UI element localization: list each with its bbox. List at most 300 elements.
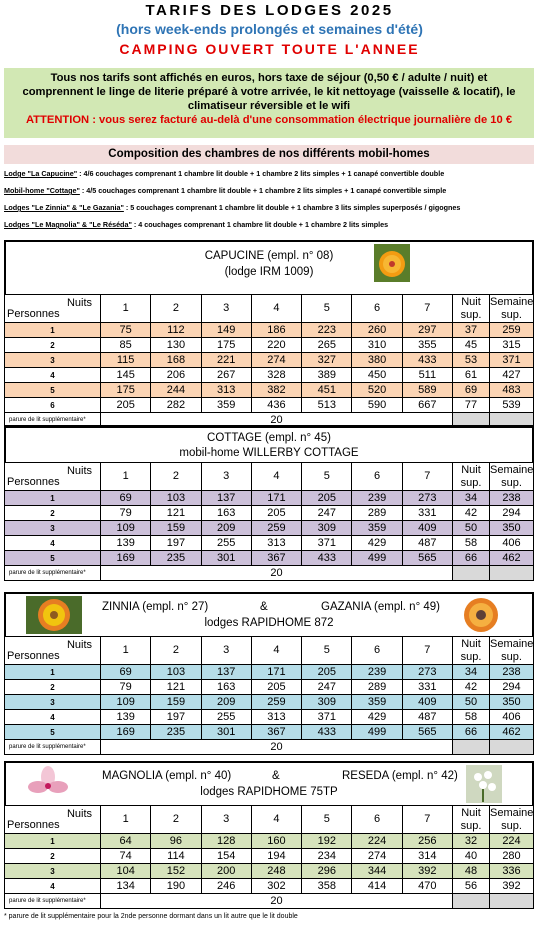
nuits-label: Nuits	[66, 808, 92, 820]
price-cell: 220	[251, 338, 301, 353]
table-row	[5, 695, 534, 710]
reseda-flower-icon	[466, 765, 502, 803]
price-cell: 309	[302, 695, 352, 710]
col-7: 7	[402, 295, 452, 323]
price-cell: 134	[101, 879, 151, 894]
price-cell: 246	[201, 879, 251, 894]
price-cell: 169	[101, 725, 151, 740]
persons-cell: 3	[5, 695, 101, 710]
info-warning: ATTENTION : vous serez facturé au-delà d'une consommation électrique journalière de 10 €	[25, 114, 513, 126]
price-cell: 163	[201, 680, 251, 695]
block-title-a: ZINNIA (empl. n° 27)	[102, 601, 209, 613]
price-cell: 128	[201, 834, 251, 849]
price-cell: 313	[251, 536, 301, 551]
table-row	[5, 368, 534, 383]
price-cell: 61	[453, 368, 490, 383]
price-cell: 112	[151, 323, 201, 338]
block-title-a: MAGNOLIA (empl. n° 40)	[102, 770, 232, 782]
price-cell: 58	[453, 710, 490, 725]
price-cell: 297	[402, 323, 452, 338]
price-cell: 483	[490, 383, 534, 398]
table-row	[5, 353, 534, 368]
price-cell: 50	[453, 695, 490, 710]
table-row	[5, 536, 534, 551]
price-cell: 371	[302, 710, 352, 725]
col-2: 2	[151, 806, 201, 834]
zinnia-flower-icon	[26, 596, 82, 634]
price-cell: 121	[151, 680, 201, 695]
price-cell: 406	[490, 710, 534, 725]
col-3: 3	[201, 637, 251, 665]
price-cell: 429	[352, 536, 402, 551]
price-cell: 260	[352, 323, 402, 338]
col-4: 4	[251, 806, 301, 834]
tariff-block-capucine	[4, 240, 534, 428]
persons-cell: 2	[5, 338, 101, 353]
persons-cell: 2	[5, 506, 101, 521]
price-cell: 37	[453, 323, 490, 338]
price-cell: 259	[251, 695, 301, 710]
price-cell: 520	[352, 383, 402, 398]
page-subtitle: (hors week-ends prolongés et semaines d'été)	[116, 21, 423, 37]
price-cell: 282	[151, 398, 201, 413]
price-cell: 42	[453, 506, 490, 521]
price-cell: 114	[151, 849, 201, 864]
price-cell: 235	[151, 725, 201, 740]
price-cell: 96	[151, 834, 201, 849]
price-cell: 289	[352, 506, 402, 521]
price-cell: 42	[453, 680, 490, 695]
col-2: 2	[151, 463, 201, 491]
block-subtitle: mobil-home WILLERBY COTTAGE	[179, 447, 359, 459]
price-cell: 359	[352, 521, 402, 536]
price-cell: 565	[402, 551, 452, 566]
extra-value: 20	[101, 566, 453, 581]
price-cell: 358	[302, 879, 352, 894]
table-row	[5, 725, 534, 740]
price-cell: 274	[251, 353, 301, 368]
price-cell: 367	[251, 551, 301, 566]
nuits-label: Nuits	[66, 639, 92, 651]
price-cell: 462	[490, 725, 534, 740]
price-cell: 186	[251, 323, 301, 338]
extra-label: parure de lit supplémentaire*	[5, 413, 101, 428]
price-cell: 171	[251, 491, 301, 506]
price-cell: 296	[302, 864, 352, 879]
personnes-label: Personnes	[7, 476, 60, 488]
price-cell: 85	[101, 338, 151, 353]
persons-cell: 3	[5, 864, 101, 879]
price-cell: 103	[151, 491, 201, 506]
price-cell: 359	[352, 695, 402, 710]
price-cell: 221	[201, 353, 251, 368]
price-cell: 34	[453, 491, 490, 506]
price-cell: 69	[101, 665, 151, 680]
persons-cell: 5	[5, 383, 101, 398]
price-cell: 238	[490, 665, 534, 680]
price-cell: 451	[302, 383, 352, 398]
price-cell: 590	[352, 398, 402, 413]
persons-cell: 1	[5, 665, 101, 680]
price-cell: 327	[302, 353, 352, 368]
price-cell: 389	[302, 368, 352, 383]
col-5: 5	[302, 637, 352, 665]
col-nuit-sup: Nuit sup.	[453, 463, 490, 491]
price-cell: 239	[352, 491, 402, 506]
price-cell: 238	[490, 491, 534, 506]
block-amp: &	[260, 601, 268, 613]
persons-cell: 1	[5, 834, 101, 849]
price-cell: 235	[151, 551, 201, 566]
price-cell: 32	[453, 834, 490, 849]
price-cell: 309	[302, 521, 352, 536]
price-cell: 414	[352, 879, 402, 894]
persons-cell: 2	[5, 680, 101, 695]
col-4: 4	[251, 463, 301, 491]
price-cell: 205	[251, 680, 301, 695]
col-nuit-sup: Nuit sup.	[453, 637, 490, 665]
col-semaine-sup: Semaine sup.	[490, 806, 534, 832]
price-cell: 255	[201, 536, 251, 551]
tariff-block-cottage	[4, 425, 534, 581]
price-cell: 248	[251, 864, 301, 879]
price-cell: 310	[352, 338, 402, 353]
price-cell: 104	[101, 864, 151, 879]
price-cell: 109	[101, 695, 151, 710]
col-4: 4	[251, 295, 301, 323]
price-cell: 34	[453, 665, 490, 680]
price-cell: 255	[201, 710, 251, 725]
price-cell: 409	[402, 695, 452, 710]
price-cell: 154	[201, 849, 251, 864]
price-cell: 487	[402, 536, 452, 551]
price-cell: 380	[352, 353, 402, 368]
price-cell: 350	[490, 695, 534, 710]
col-semaine-sup: Semaine sup.	[490, 295, 534, 321]
price-cell: 331	[402, 506, 452, 521]
price-cell: 392	[490, 879, 534, 894]
price-cell: 175	[101, 383, 151, 398]
price-cell: 667	[402, 398, 452, 413]
price-cell: 109	[101, 521, 151, 536]
price-cell: 69	[453, 383, 490, 398]
price-cell: 433	[302, 551, 352, 566]
col-7: 7	[402, 463, 452, 491]
table-row	[5, 383, 534, 398]
col-semaine-sup: Semaine sup.	[490, 637, 534, 663]
price-cell: 280	[490, 849, 534, 864]
price-cell: 159	[151, 695, 201, 710]
persons-cell: 4	[5, 368, 101, 383]
price-cell: 273	[402, 491, 452, 506]
persons-cell: 5	[5, 551, 101, 566]
col-1: 1	[101, 806, 151, 834]
price-cell: 171	[251, 665, 301, 680]
col-5: 5	[302, 463, 352, 491]
extra-label: parure de lit supplémentaire*	[5, 740, 101, 755]
price-cell: 247	[302, 506, 352, 521]
extra-label: parure de lit supplémentaire*	[5, 566, 101, 581]
price-cell: 302	[251, 879, 301, 894]
price-cell: 244	[151, 383, 201, 398]
price-cell: 259	[251, 521, 301, 536]
price-cell: 50	[453, 521, 490, 536]
price-cell: 371	[490, 353, 534, 368]
col-2: 2	[151, 637, 201, 665]
table-row	[5, 680, 534, 695]
price-cell: 273	[402, 665, 452, 680]
price-cell: 145	[101, 368, 151, 383]
block-header	[4, 592, 534, 636]
price-cell: 294	[490, 506, 534, 521]
price-cell: 433	[302, 725, 352, 740]
price-cell: 192	[302, 834, 352, 849]
price-cell: 205	[302, 491, 352, 506]
price-cell: 331	[402, 680, 452, 695]
price-cell: 194	[251, 849, 301, 864]
persons-cell: 2	[5, 849, 101, 864]
price-cell: 314	[402, 849, 452, 864]
price-cell: 371	[302, 536, 352, 551]
table-row	[5, 491, 534, 506]
price-cell: 436	[251, 398, 301, 413]
magnolia-flower-icon	[26, 765, 70, 803]
info-box	[4, 68, 534, 138]
col-4: 4	[251, 637, 301, 665]
block-title-b: RESEDA (empl. n° 42)	[342, 770, 458, 782]
price-cell: 209	[201, 695, 251, 710]
price-cell: 315	[490, 338, 534, 353]
col-5: 5	[302, 806, 352, 834]
col-5: 5	[302, 295, 352, 323]
table-row	[5, 849, 534, 864]
price-cell: 259	[490, 323, 534, 338]
composition-title: Composition des chambres de nos différents mobil-homes	[4, 145, 534, 164]
price-cell: 190	[151, 879, 201, 894]
col-1: 1	[101, 295, 151, 323]
extra-value: 20	[101, 413, 453, 428]
info-line-1: Tous nos tarifs sont affichés en euros, hors taxe de séjour (0,50 € / adulte / nuit) et	[50, 72, 488, 84]
price-cell: 539	[490, 398, 534, 413]
price-cell: 328	[251, 368, 301, 383]
price-cell: 301	[201, 551, 251, 566]
block-amp: &	[272, 770, 280, 782]
tariff-block-magnolia-reseda	[4, 761, 534, 909]
price-cell: 206	[151, 368, 201, 383]
price-cell: 159	[151, 521, 201, 536]
price-cell: 197	[151, 536, 201, 551]
price-cell: 301	[201, 725, 251, 740]
price-cell: 56	[453, 879, 490, 894]
price-cell: 169	[101, 551, 151, 566]
col-6: 6	[352, 295, 402, 323]
col-nuit-sup: Nuit sup.	[453, 806, 490, 834]
price-cell: 367	[251, 725, 301, 740]
price-cell: 247	[302, 680, 352, 695]
price-cell: 336	[490, 864, 534, 879]
extra-label: parure de lit supplémentaire*	[5, 894, 101, 909]
price-cell: 137	[201, 665, 251, 680]
footnote: * parure de lit supplémentaire pour la 2nde personne dormant dans un lit autre que le lit double	[4, 913, 298, 920]
price-cell: 392	[402, 864, 452, 879]
price-cell: 74	[101, 849, 151, 864]
desc-magnolia-reseda: Lodges "Le Magnolia" & "Le Réséda" : 4 couchages comprenant 1 chambre lit double + 1 chambre 2 lits simples	[4, 220, 389, 229]
price-cell: 294	[490, 680, 534, 695]
info-line-3: climatiseur réversible et le wifi	[187, 100, 351, 112]
desc-zinnia-gazania: Lodges "Le Zinnia" & "Le Gazania" : 5 couchages comprenant 1 chambre lit double + 1 chambre 3 lits simples superposés / gigognes	[4, 203, 461, 212]
price-cell: 139	[101, 710, 151, 725]
personnes-label: Personnes	[7, 650, 60, 662]
price-cell: 149	[201, 323, 251, 338]
persons-cell: 6	[5, 398, 101, 413]
price-cell: 289	[352, 680, 402, 695]
col-7: 7	[402, 637, 452, 665]
price-cell: 137	[201, 491, 251, 506]
price-cell: 429	[352, 710, 402, 725]
tariff-table	[4, 636, 534, 755]
col-nuit-sup: Nuit sup.	[453, 295, 490, 323]
price-cell: 344	[352, 864, 402, 879]
price-cell: 470	[402, 879, 452, 894]
price-cell: 69	[101, 491, 151, 506]
persons-cell: 1	[5, 491, 101, 506]
price-cell: 239	[352, 665, 402, 680]
price-cell: 409	[402, 521, 452, 536]
persons-cell: 4	[5, 536, 101, 551]
opening-notice: CAMPING OUVERT TOUTE L'ANNEE	[119, 41, 420, 57]
price-cell: 205	[302, 665, 352, 680]
table-row	[5, 879, 534, 894]
tariff-table	[4, 294, 534, 428]
price-cell: 66	[453, 725, 490, 740]
col-6: 6	[352, 806, 402, 834]
price-cell: 75	[101, 323, 151, 338]
capucine-flower-icon	[374, 244, 410, 282]
col-6: 6	[352, 463, 402, 491]
col-6: 6	[352, 637, 402, 665]
tariff-table	[4, 462, 534, 581]
price-cell: 589	[402, 383, 452, 398]
table-row	[5, 834, 534, 849]
price-cell: 234	[302, 849, 352, 864]
personnes-label: Personnes	[7, 819, 60, 831]
table-row	[5, 338, 534, 353]
table-row	[5, 398, 534, 413]
price-cell: 224	[352, 834, 402, 849]
col-2: 2	[151, 295, 201, 323]
block-title: CAPUCINE (empl. n° 08)	[204, 250, 334, 262]
col-3: 3	[201, 295, 251, 323]
price-cell: 406	[490, 536, 534, 551]
col-1: 1	[101, 637, 151, 665]
table-row	[5, 551, 534, 566]
price-cell: 487	[402, 710, 452, 725]
price-cell: 499	[352, 551, 402, 566]
price-cell: 499	[352, 725, 402, 740]
price-cell: 40	[453, 849, 490, 864]
persons-cell: 5	[5, 725, 101, 740]
price-cell: 256	[402, 834, 452, 849]
price-cell: 267	[201, 368, 251, 383]
price-cell: 205	[251, 506, 301, 521]
block-title-b: GAZANIA (empl. n° 49)	[321, 601, 440, 613]
price-cell: 175	[201, 338, 251, 353]
price-cell: 168	[151, 353, 201, 368]
nuits-label: Nuits	[66, 465, 92, 477]
col-semaine-sup: Semaine sup.	[490, 463, 534, 489]
block-title: COTTAGE (empl. n° 45)	[207, 432, 331, 444]
price-cell: 450	[352, 368, 402, 383]
price-cell: 355	[402, 338, 452, 353]
price-cell: 53	[453, 353, 490, 368]
price-cell: 64	[101, 834, 151, 849]
tariff-block-zinnia-gazania	[4, 592, 534, 755]
price-cell: 79	[101, 506, 151, 521]
price-cell: 205	[101, 398, 151, 413]
persons-cell: 3	[5, 521, 101, 536]
block-header	[4, 761, 534, 805]
price-cell: 58	[453, 536, 490, 551]
persons-cell: 1	[5, 323, 101, 338]
desc-cottage: Mobil-home "Cottage" : 4/5 couchages comprenant 1 chambre lit double + 1 chambre 2 lits simples + 1 canapé convertible simple	[4, 186, 447, 195]
table-row	[5, 710, 534, 725]
block-header	[4, 425, 534, 462]
table-row	[5, 521, 534, 536]
price-cell: 130	[151, 338, 201, 353]
block-header	[4, 240, 534, 294]
col-3: 3	[201, 806, 251, 834]
tariff-table	[4, 805, 534, 909]
table-row	[5, 665, 534, 680]
price-cell: 45	[453, 338, 490, 353]
price-cell: 163	[201, 506, 251, 521]
price-cell: 511	[402, 368, 452, 383]
price-cell: 139	[101, 536, 151, 551]
desc-capucine: Lodge "La Capucine" : 4/6 couchages comprenant 1 chambre lit double + 1 chambre 2 lits simples + 1 canapé convertible double	[4, 169, 445, 178]
price-cell: 115	[101, 353, 151, 368]
table-row	[5, 506, 534, 521]
persons-cell: 4	[5, 710, 101, 725]
price-cell: 79	[101, 680, 151, 695]
price-cell: 197	[151, 710, 201, 725]
price-cell: 200	[201, 864, 251, 879]
price-cell: 121	[151, 506, 201, 521]
persons-cell: 4	[5, 879, 101, 894]
price-cell: 66	[453, 551, 490, 566]
price-cell: 274	[352, 849, 402, 864]
gazania-flower-icon	[461, 596, 501, 634]
price-cell: 382	[251, 383, 301, 398]
price-cell: 223	[302, 323, 352, 338]
extra-value: 20	[101, 894, 453, 909]
price-cell: 350	[490, 521, 534, 536]
price-cell: 77	[453, 398, 490, 413]
price-cell: 427	[490, 368, 534, 383]
block-subtitle: lodges RAPIDHOME 872	[204, 617, 334, 629]
table-row	[5, 864, 534, 879]
info-line-2: comprennent le linge de literie préparé à votre arrivée, le kit nettoyage (vaisselle & locatif), le	[22, 86, 516, 98]
page-title: TARIFS DES LODGES 2025	[145, 2, 394, 19]
price-cell: 160	[251, 834, 301, 849]
col-3: 3	[201, 463, 251, 491]
price-cell: 462	[490, 551, 534, 566]
price-cell: 265	[302, 338, 352, 353]
nuits-label: Nuits	[66, 297, 92, 309]
price-cell: 103	[151, 665, 201, 680]
price-cell: 359	[201, 398, 251, 413]
price-cell: 152	[151, 864, 201, 879]
price-cell: 209	[201, 521, 251, 536]
